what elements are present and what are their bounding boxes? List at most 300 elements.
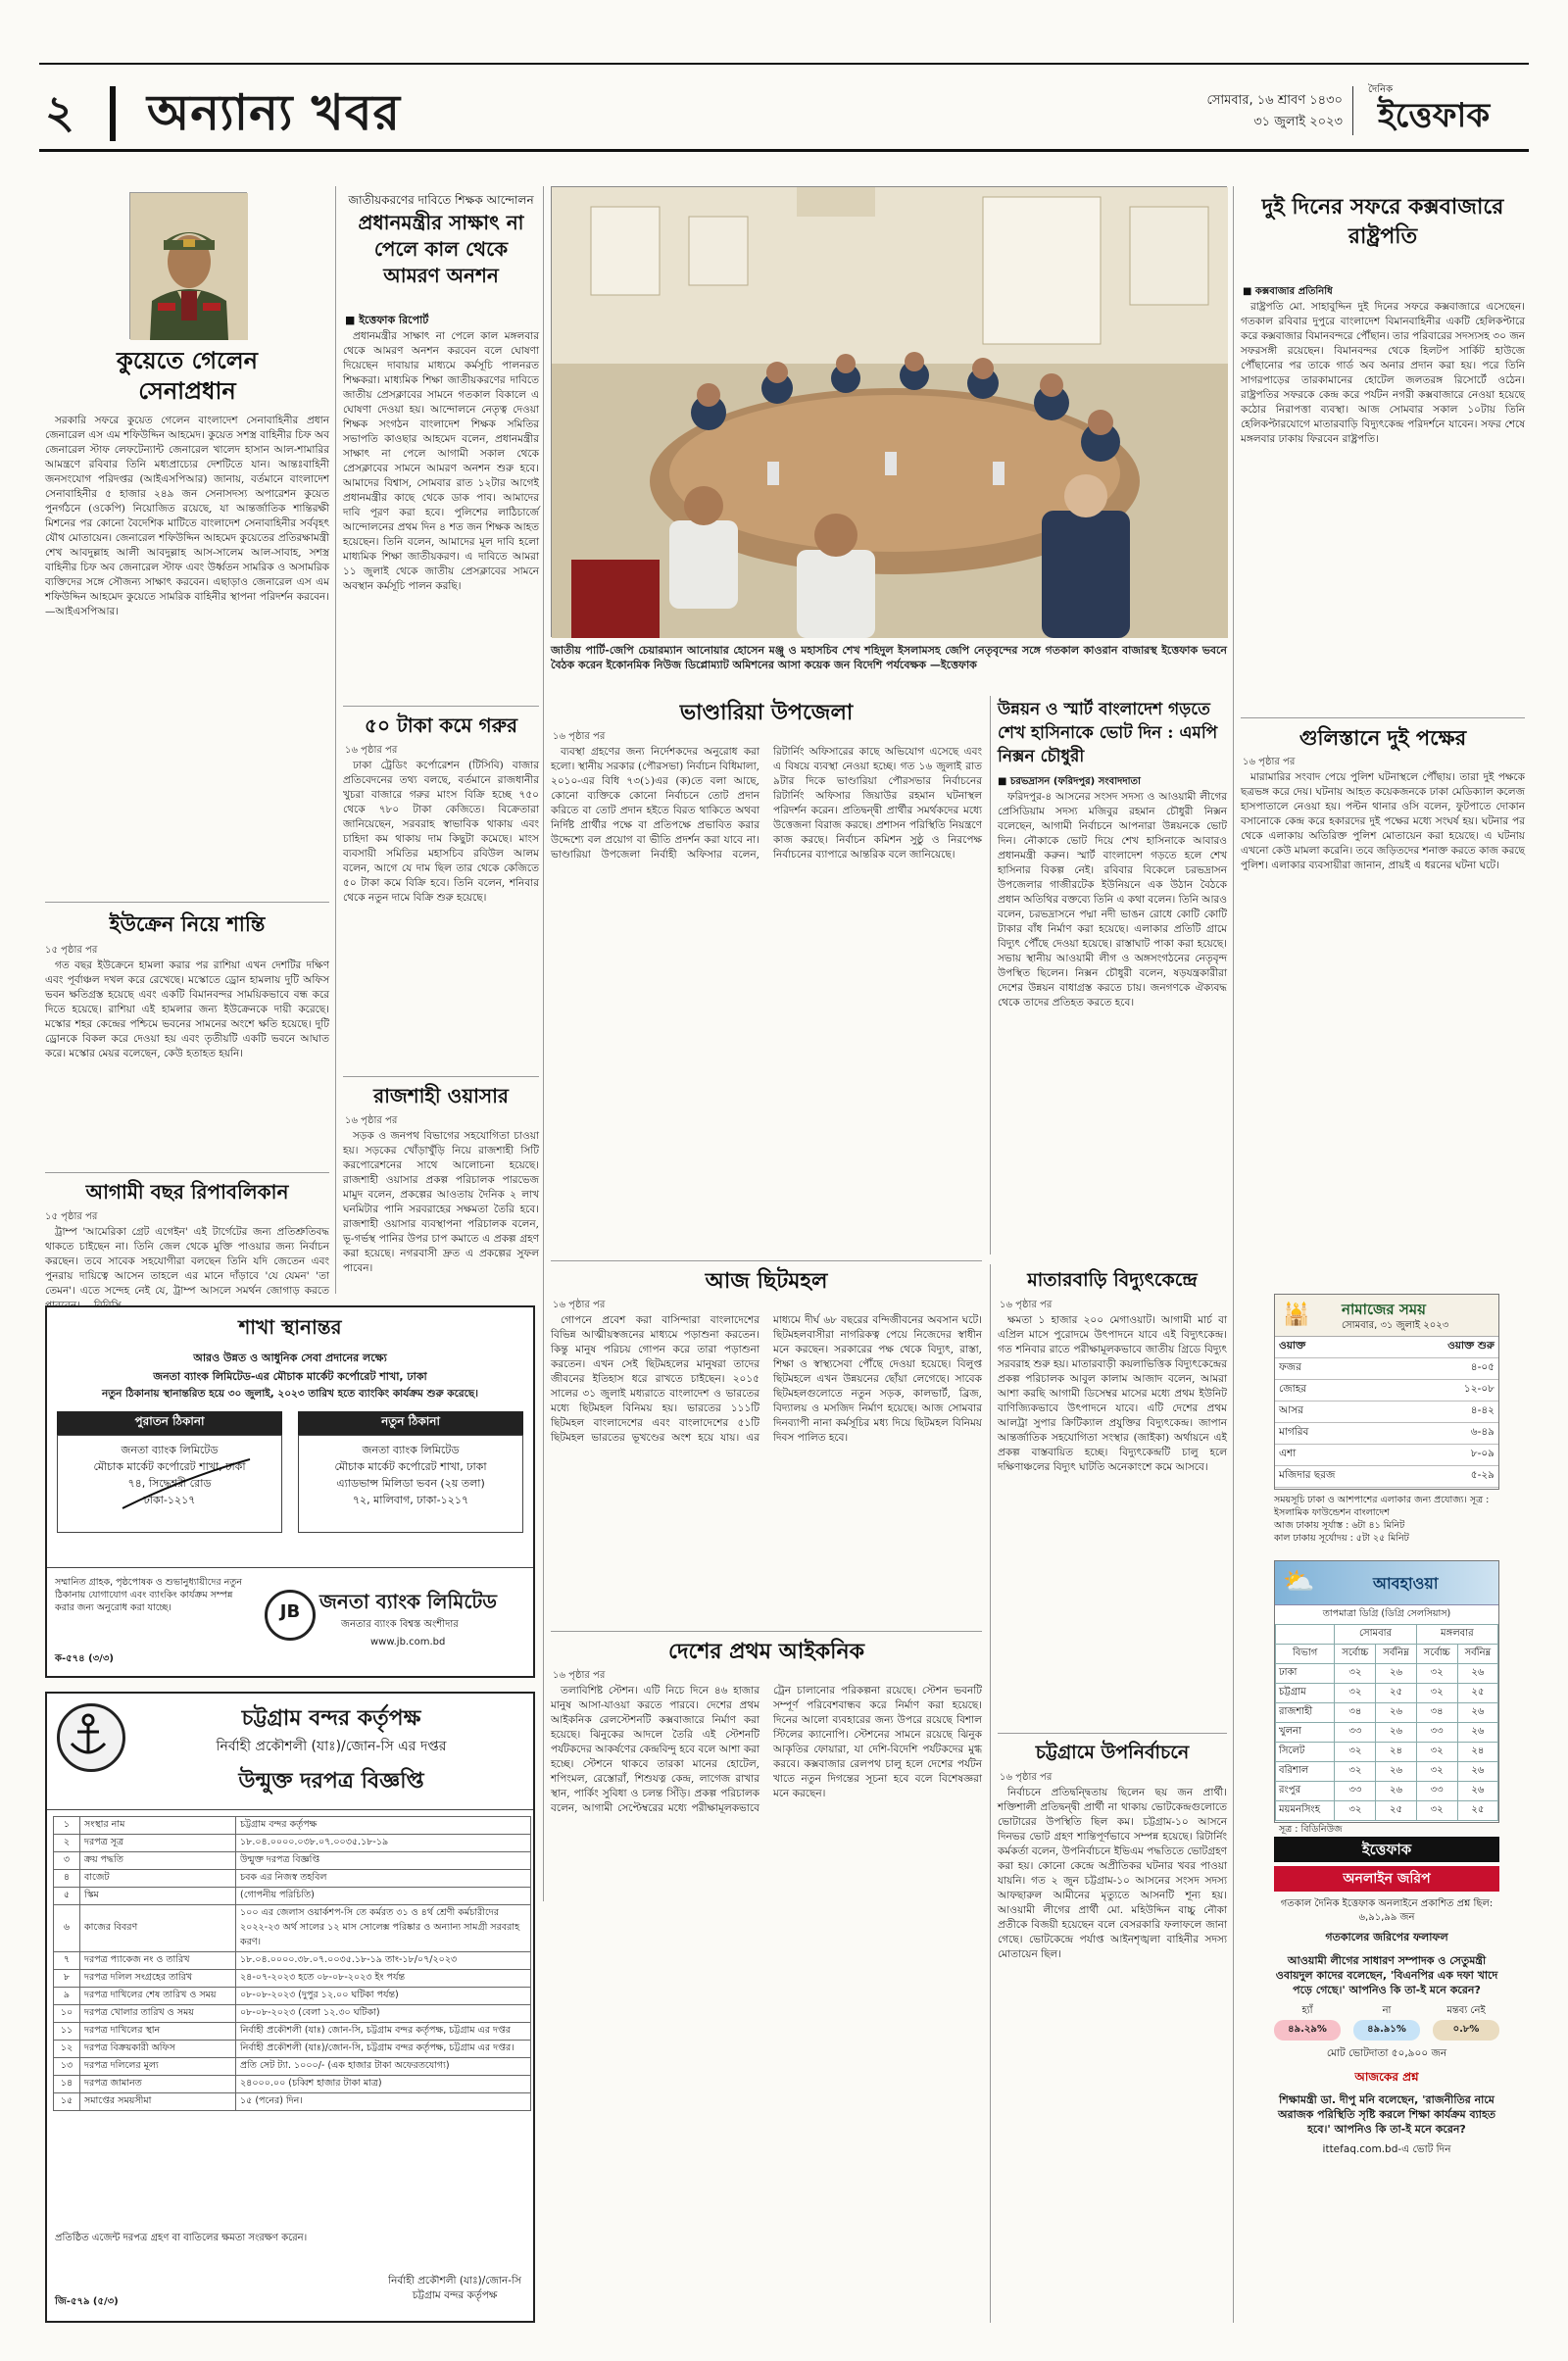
- strike-out-icon: [64, 1440, 275, 1524]
- port-row-value: (গোপনীয় পরিচিতি): [236, 1888, 531, 1905]
- port-row-num: ১০: [54, 2005, 80, 2023]
- republican-continued: ১৫ পৃষ্ঠার পর: [45, 1211, 98, 1222]
- port-row-num: ৪: [54, 1870, 80, 1888]
- namaz-date: সোমবার, ৩১ জুলাই ২০২৩: [1342, 1320, 1449, 1331]
- poll-logo: ইত্তেফাক: [1274, 1837, 1499, 1862]
- weather-row: [1276, 1684, 1498, 1703]
- cattle-rule: [343, 706, 539, 707]
- bank-old-addr-0: জনতা ব্যাংক লিমিটেড: [121, 1444, 219, 1456]
- gulistan-rule: [1241, 717, 1525, 718]
- weather-temp: ২৬: [1457, 1703, 1497, 1723]
- ukraine-body: [45, 959, 329, 1166]
- poll-question: আওয়ামী লীগের সাধারণ সম্পাদক ও সেতুমন্ত্রী ওবায়দুল কাদের বলেছেন, 'বিএনপির এক দফা খাদে পড়ে গেছে।' আপনিও কি তা-ই মনে করেন?: [1275, 1954, 1498, 1996]
- date-bengali: সোমবার, ১৬ শ্রাবণ ১৪৩০: [1206, 93, 1343, 108]
- paper-logo-name: ইত্তেফাক: [1378, 96, 1491, 135]
- gulistan-continued: ১৬ পৃষ্ঠার পর: [1243, 757, 1296, 767]
- iconic-body: [551, 1684, 982, 2321]
- port-row-value: ২৪-০৭-২০২৩ হতে ০৮-০৮-২০২৩ ইং পর্যন্ত: [236, 1970, 531, 1988]
- wasa-headline: রাজশাহী ওয়াসার: [373, 1084, 509, 1107]
- port-row-value: ০৮-০৮-২০২৩ (বেলা ১২.৩০ ঘটিকা): [236, 2005, 531, 2023]
- bhangaria-continued: ১৬ পৃষ্ঠার পর: [553, 731, 606, 742]
- port-row-value: চট্টগ্রাম বন্দর কর্তৃপক্ষ: [236, 1817, 531, 1835]
- weather-header-row: [1276, 1645, 1498, 1664]
- namaz-col-start: ওয়াক্ত শুরু: [1396, 1337, 1498, 1358]
- weather-h4: সর্বনিম্ন: [1457, 1645, 1497, 1664]
- bank-new-addr-0: জনতা ব্যাংক লিমিটেড: [362, 1444, 460, 1456]
- army-body-text: সরকারি সফরে কুয়েত গেলেন বাংলাদেশ সেনাবাহিনীর প্রধান জেনারেল এস এম শফিউদ্দিন আহমেদ। কুয়েত সশস্ত্র বাহিনীর চিফ অব জেনারেল স্টাফ লেফটেন্যান্ট জেনারেল খালেদ হাসান আল-শামারির আমন্ত্রণে রবিবার তিনি মধ্যপ্রাচ্যের দেশটিতে যান। আন্তঃবাহিনী জনসংযোগ পরিদপ্তর (আইএসপিআর) জানায়, বর্তমানে বাংলাদেশ সেনাবাহিনীর ৫ হাজার ২৪৯ জন সেনাসদস্য অপারেশন কুয়েত পুনর্গঠনে (ওকেপি) নিয়োজিত রয়েছে, যা আন্তর্জাতিক শান্তিরক্ষী মিশনের পর কোনো বৈদেশিক মাটিতে বাংলাদেশ সেনাবাহিনীর সর্ববৃহৎ যৌথ মোতায়েন। জেনারেল শফিউদ্দিন আহমেদ কুয়েতের প্রতিরক্ষামন্ত্রী শেখ আবদুল্লাহ আলী আবদুল্লাহ আস-সালেম আল-সাবাহ, সশস্ত্র বাহিনীর চিফ অব জেনারেল স্টাফ এবং উর্ধ্বতন সামরিক ও অসামরিক ব্যক্তিদের সঙ্গে সৌজন্য সাক্ষাৎ করবেন। এছাড়াও জেনারেল এস এম শফিউদ্দিন আহমেদ কুয়েতে সামরিক বাহিনীর স্থাপনা পরিদর্শন করবেন। —আইএসপিআর।: [45, 415, 329, 617]
- shitmahal-body: [551, 1313, 982, 1625]
- weather-group-tomorrow: মঙ্গলবার: [1416, 1625, 1497, 1645]
- matarbari-body: [998, 1313, 1227, 1725]
- col-rule-1: [335, 186, 336, 1294]
- port-row-num: ৭: [54, 1952, 80, 1970]
- date-line: [1098, 90, 1343, 133]
- col-rule-4: [1233, 186, 1234, 2323]
- weather-temp: ২৫: [1376, 1684, 1416, 1703]
- weather-temp: ২৬: [1376, 1782, 1416, 1801]
- photo-caption: [551, 643, 1227, 688]
- weather-row: [1276, 1743, 1498, 1762]
- port-org: চট্টগ্রাম বন্দর কর্তৃপক্ষ: [241, 1706, 421, 1731]
- army-body: [45, 414, 329, 896]
- bank-tagline: জনতার ব্যাংক বিশ্বস্ত অংশীদার: [341, 1619, 459, 1630]
- cloud-sun-icon: ⛅: [1283, 1567, 1315, 1597]
- port-footer: প্রতিষ্ঠিত এজেন্ট দরপত্র গ্রহণ বা বাতিলের ক্ষমতা সংরক্ষণ করেন।: [55, 2233, 308, 2243]
- port-row-num: ৯: [54, 1988, 80, 2005]
- weather-temp: ৩২: [1416, 1684, 1457, 1703]
- poll-vote-link[interactable]: ittefaq.com.bd-এ ভোট দিন: [1322, 2143, 1451, 2155]
- port-table-row: [54, 2093, 531, 2111]
- meeting-photo: [551, 186, 1227, 637]
- weather-temp: ৩৩: [1416, 1723, 1457, 1743]
- bank-old-addr-1: মৌচাক মার্কেট কর্পোরেট শাখা, ঢাকা: [93, 1460, 246, 1473]
- gulistan-body: [1241, 770, 1525, 1280]
- president-byline: ■ কক্সবাজার প্রতিনিধি: [1243, 286, 1333, 297]
- port-table: [53, 1816, 531, 2111]
- port-row-label: দরপত্র দাখিলের শেষ তারিখ ও সময়: [80, 1988, 236, 2005]
- port-row-value: ১৮.০৪.০০০০.৩৮.০৭.০০৩৫.১৮-১৯ তাং-১৮/০৭/২০২৩: [236, 1952, 531, 1970]
- namaz-box: [1274, 1294, 1499, 1490]
- bank-ad: [45, 1305, 535, 1678]
- weather-temp: ৩২: [1416, 1801, 1457, 1821]
- gulistan-body-text: মারামারির সংবাদ পেয়ে পুলিশ ঘটনাস্থলে পৌঁছায়। তারা দুই পক্ষকে ছত্রভঙ্গ করে দেয়। ঘটনায় আহত কয়েকজনকে ঢাকা মেডিক্যাল কলেজ হাসপাতালে নেওয়া হয়। পল্টন থানার ওসি বলেন, ফুটপাতে দোকান বসানোকে কেন্দ্র করে হকারদের দুই পক্ষের মধ্যে সংঘর্ষ হয়। ঘটনার পর থেকে এলাকায় অতিরিক্ত পুলিশ মোতায়েন করা হয়েছে। এ ঘটনায় এখনো কেউ মামলা করেনি। তবে জড়িতদের শনাক্ত করতে কাজ করছে পুলিশ। এলাকার ব্যবসায়ীরা জানান, প্রায়ই এ ধরনের ঘটনা ঘটে।: [1241, 771, 1525, 871]
- poll-votes: মোট ভোটদাতা ৫০,৯০০ জন: [1326, 2047, 1447, 2059]
- bank-ad-note: সম্মানিত গ্রাহক, পৃষ্ঠপোষক ও শুভানুধ্যায়ীদের নতুন ঠিকানায় যোগাযোগ এবং ব্যাংকিং কার্যক্রম সম্পন্ন করার জন্য অনুরোধ করা যাচ্ছে।: [55, 1577, 243, 1613]
- bank-old-address-box: [57, 1435, 282, 1533]
- weather-row: [1276, 1762, 1498, 1782]
- teachers-body: [343, 329, 539, 702]
- weather-temp: ৩২: [1335, 1664, 1376, 1684]
- port-row-value: ১৫ (পনের) দিন।: [236, 2093, 531, 2111]
- port-table-row: [54, 1817, 531, 1835]
- weather-title: আবহাওয়া: [1373, 1574, 1439, 1593]
- bank-ad-line3: নতুন ঠিকানায় স্থানান্তরিত হয়ে ৩০ জুলাই, ২০২৩ তারিখ হতে ব্যাংকিং কার্যক্রম শুরু করেছে।: [102, 1388, 478, 1400]
- port-row-label: দরপত্র দলিলের মূল্য: [80, 2058, 236, 2076]
- poll-box: [1274, 1837, 1499, 2323]
- weather-temp: ২৬: [1457, 1723, 1497, 1743]
- port-ad-header: [47, 1694, 533, 1810]
- weather-temp: ২৫: [1376, 1801, 1416, 1821]
- ukraine-continued: ১৫ পৃষ্ঠার পর: [45, 945, 98, 956]
- poll-results: [1274, 2003, 1499, 2041]
- weather-temp: ৩২: [1335, 1762, 1376, 1782]
- weather-temp: ২৬: [1457, 1762, 1497, 1782]
- bank-old-addr-2: ৭৪, সিদ্ধেশ্বরী রোড: [127, 1477, 212, 1490]
- ukraine-body-text: গত বছর ইউক্রেনে হামলা করার পর রাশিয়া এখন দেশটির দক্ষিণ এবং পূর্বাঞ্চল দখল করে রেখেছে। মস্কোতে ড্রোন হামলায় দুটি অফিস ভবন ক্ষতিগ্রস্ত হয়েছে এবং একটি বিমানবন্দর সাময়িকভাবে বন্ধ করে দিতে হয়েছে। রাশিয়া এই হামলার জন্য ইউক্রেনকে দায়ী করেছে। মস্কোর শহর কেন্দ্রের পশ্চিমে ভবনের সামনের অংশে ক্ষতি হয়েছে। দুটি ড্রোনকে বিকল করে দেওয়া হয় এবং তৃতীয়টি একটি ভবনে আঘাত করে। মস্কোর মেয়র বলেছেন, কেউ হতাহত হয়নি।: [45, 959, 329, 1059]
- namaz-waqt: মাগরিব: [1275, 1423, 1396, 1445]
- nixon-rule: [990, 696, 991, 1254]
- port-row-value: ১০০ এর জেলাস ওয়ার্কশপ-সি তে কর্মরত ৩১ ও ৪র্থ শ্রেণী কর্মচারীদের ২০২২-২৩ অর্থ সালের ১২ মাস সোলেক্স পরিষ্কার ও অন্যান্য সামগ্রী সরবরাহ করণ।: [236, 1905, 531, 1952]
- section-title: অন্যান্য খবর: [147, 84, 402, 141]
- poll-none-value: ০.৮%: [1433, 2020, 1499, 2041]
- weather-temp: ৩৩: [1335, 1723, 1376, 1743]
- port-row-num: ১৩: [54, 2058, 80, 2076]
- weather-division: ময়মনসিংহ: [1276, 1801, 1335, 1821]
- weather-temp: ৩৪: [1335, 1703, 1376, 1723]
- namaz-row: [1275, 1423, 1498, 1445]
- port-ref: জি-৫৭৯ (৫/৩): [55, 2296, 119, 2307]
- poll-today: আজকের প্রশ্ন: [1354, 2070, 1419, 2084]
- bhangaria-headline: ভাণ্ডারিয়া উপজেলা: [679, 700, 854, 725]
- bhangaria-body: [551, 745, 982, 1251]
- namaz-title: নামাজের সময়: [1342, 1301, 1426, 1318]
- iconic-headline: দেশের প্রথম আইকনিক: [668, 1639, 864, 1664]
- port-row-value: নির্বাহী প্রকৌশলী (যাঃ) জোন-সি, চট্টগ্রাম বন্দর কর্তৃপক্ষ, চট্টগ্রাম এর দপ্তর: [236, 2023, 531, 2041]
- namaz-waqt: এশা: [1275, 1445, 1396, 1466]
- namaz-notes: [1274, 1494, 1499, 1545]
- masthead-vsep: [1352, 86, 1353, 135]
- weather-row: [1276, 1801, 1498, 1821]
- wasa-rule: [343, 1076, 539, 1077]
- bank-site[interactable]: www.jb.com.bd: [370, 1637, 446, 1648]
- poll-title[interactable]: [1274, 1866, 1499, 1892]
- namaz-time: ৮-০৯: [1396, 1445, 1498, 1466]
- namaz-time: ৪-৪২: [1396, 1402, 1498, 1423]
- poll-no-value: ৪৯.৯১%: [1353, 2020, 1420, 2041]
- paper-logo: [1364, 80, 1531, 139]
- weather-row: [1276, 1703, 1498, 1723]
- weather-row: [1276, 1723, 1498, 1743]
- col-rule-2: [543, 186, 544, 1901]
- matarbari-continued: ১৬ পৃষ্ঠার পর: [1000, 1300, 1053, 1310]
- namaz-time: ৬-৪৯: [1396, 1423, 1498, 1445]
- wasa-body-text: সড়ক ও জনপথ বিভাগের সহযোগিতা চাওয়া হয়। সড়কের খোঁড়াখুঁড়ি নিয়ে রাজশাহী সিটি করপোরেশনের সাথে আলোচনা হয়েছে। রাজশাহী ওয়াসার প্রকল্প পরিচালক পারভেজ মামুদ বলেন, প্রকল্পের আওতায় দৈনিক ২ লাখ ঘনমিটার পানি সরবরাহের সক্ষমতা তৈরি হবে। রাজশাহী ওয়াসার ব্যবস্থাপনা পরিচালক বলেন, ভূ-গর্ভস্থ পানির উপর চাপ কমাতে এ প্রকল্প গ্রহণ করা হয়েছে। নগরবাসী দ্রুত এ প্রকল্পের সুফল পাবেন।: [343, 1130, 539, 1274]
- port-signer: [388, 2274, 521, 2303]
- port-row-value: ১৮.০৪.০০০০.০৩৮.০৭.০০৩৫.১৮-১৯: [236, 1835, 531, 1852]
- meeting-photo-image: [552, 187, 1228, 638]
- army-chief-portrait: [130, 193, 248, 340]
- army-headline-line2: সেনাপ্রধান: [138, 376, 236, 405]
- weather-temp: ২৬: [1376, 1703, 1416, 1723]
- namaz-table-header: [1275, 1337, 1498, 1358]
- weather-h2: সর্বনিম্ন: [1376, 1645, 1416, 1664]
- bank-ad-title: শাখা স্থানান্তর: [238, 1315, 342, 1339]
- port-row-label: স্কিম: [80, 1888, 236, 1905]
- matarbari-body-text: ক্ষমতা ১ হাজার ২০০ মেগাওয়াট। আগামী মার্চ বা এপ্রিল মাসে পুরোদমে উৎপাদনে যাবে এই বিদ্যুৎকেন্দ্র। গত শনিবার রাতে পরীক্ষামূলকভাবে জাতীয় গ্রিডে বিদ্যুৎ সরবরাহ শুরু হয়। মাতারবাড়ী কয়লাভিত্তিক বিদ্যুৎকেন্দ্রের প্রকল্প পরিচালক আবুল কালাম আজাদ বলেন, আমরা আশা করছি আগামী ডিসেম্বর মাসের মধ্যে প্রথম ইউনিট বাণিজ্যিকভাবে উৎপাদনে যাবে। এটি দেশের প্রথম আলট্রা সুপার ক্রিটিক্যাল প্রযুক্তির বিদ্যুৎকেন্দ্র। জাপান আন্তর্জাতিক সহযোগিতা সংস্থার (জাইকা) অর্থায়নে এই প্রকল্প বাস্তবায়িত হচ্ছে। বিদ্যুৎকেন্দ্রটি চালু হলে দক্ষিণাঞ্চলের বিদ্যুৎ ঘাটতি অনেকাংশে কমে আসবে।: [998, 1314, 1227, 1473]
- anchor-icon: [60, 1706, 117, 1763]
- port-row-value: প্রতি সেট ট্যা. ১০০০/- (এক হাজার টাকা অফেরতযোগ্য): [236, 2058, 531, 2076]
- cattle-headline: ৫০ টাকা কমে গরুর: [365, 713, 517, 737]
- weather-h3: সর্বোচ্চ: [1416, 1645, 1457, 1664]
- weather-temp: ২৬: [1376, 1723, 1416, 1743]
- weather-division: চট্টগ্রাম: [1276, 1684, 1335, 1703]
- ctg-body-text: নির্বাচনে প্রতিদ্বন্দ্বিতায় ছিলেন ছয় জন প্রার্থী। শক্তিশালী প্রতিদ্বন্দ্বী প্রার্থী না থাকায় ভোটকেন্দ্রগুলোতে ভোটারের উপস্থিতি ছিল কম। চট্টগ্রাম-১০ আসনে দিনভর ভোট গ্রহণ শান্তিপূর্ণভাবে সম্পন্ন হয়েছে। রিটার্নিং কর্মকর্তা বলেন, উপনির্বাচনে ইভিএম পদ্ধতিতে ভোটগ্রহণ করা হয়। কোনো কেন্দ্রে অপ্রীতিকর ঘটনার খবর পাওয়া যায়নি। গত ২ জুন চট্টগ্রাম-১০ আসনের সংসদ সদস্য আফছারুল আমীনের মৃত্যুতে আসনটি শূন্য হয়। আওয়ামী লীগের প্রার্থী মো. মহিউদ্দিন বাচ্চু নৌকা প্রতীকে বিজয়ী হয়েছেন বলে বেসরকারি ফলাফলে জানা গেছে। ভোটকেন্দ্রে পর্যাপ্ত আইনশৃঙ্খলা বাহিনীর সদস্য মোতায়েন ছিল।: [998, 1787, 1227, 1960]
- port-table-row: [54, 1888, 531, 1905]
- port-row-num: ১: [54, 1817, 80, 1835]
- bank-new-address-box: [298, 1435, 523, 1533]
- poll-question-today: শিক্ষামন্ত্রী ডা. দীপু মনি বলেছেন, 'রাজনীতির নামে অরাজক পরিস্থিতি সৃষ্টি করলে শিক্ষা কার্যক্রম ব্যাহত হবে।' আপনিও কি তা-ই মনে করেন?: [1278, 2093, 1495, 2136]
- namaz-row: [1275, 1466, 1498, 1488]
- weather-temp: ৩২: [1416, 1762, 1457, 1782]
- bank-logo: JB: [265, 1590, 316, 1641]
- nixon-byline: ■ চরভদ্রাসন (ফরিদপুর) সংবাদদাতা: [998, 776, 1141, 787]
- president-body-text: রাষ্ট্রপতি মো. সাহাবুদ্দিন দুই দিনের সফরে কক্সবাজারে এসেছেন। গতকাল রবিবার দুপুরে বাংলাদেশ বিমানবাহিনীর একটি হেলিকপ্টারে করে কক্সবাজার বিমানবন্দরে পৌঁছান। তার পরিবারের সদস্যসহ ৩০ জন সফরসঙ্গী রয়েছেন। বিমানবন্দর থেকে হিলটপ সার্কিট হাউজে পৌঁছানোর পর তাকে গার্ড অব অনার প্রদান করা হয়। পরে তিনি সাগরপাড়ের তারকামানের হোটেল জলতরঙ্গ রিসোর্টে ওঠেন। রাষ্ট্রপতির সফরকে কেন্দ্র করে পর্যটন নগরী কক্সবাজারে নেওয়া হয়েছে কঠোর নিরাপত্তা ব্যবস্থা। আজ সোমবার সকাল ১০টায় তিনি হেলিকপ্টারযোগে মাতারবাড়ি বিদ্যুৎকেন্দ্র পরিদর্শনে যাবেন। সফর শেষে মঙ্গলবার ঢাকায় ফিরবেন রাষ্ট্রপতি।: [1241, 301, 1525, 445]
- mosque-icon: 🕌: [1283, 1303, 1310, 1327]
- col-rule-3: [990, 1264, 991, 2323]
- wasa-continued: ১৬ পৃষ্ঠার পর: [345, 1115, 398, 1126]
- teachers-byline: ■ ইত্তেফাক রিপোর্ট: [345, 314, 429, 326]
- ukraine-headline: ইউক্রেন নিয়ে শান্তি: [109, 911, 266, 936]
- bank-new-address: [298, 1411, 523, 1533]
- army-headline: [45, 345, 329, 406]
- namaz-waqt: আসর: [1275, 1402, 1396, 1423]
- photo-caption-text: জাতীয় পার্টি-জেপি চেয়ারম্যান আনোয়ার হোসেন মঞ্জু ও মহাসচিব শেখ শহিদুল ইসলামসহ জেপি নেতৃবৃন্দের সঙ্গে গতকাল কাওরান বাজারস্থ ইত্তেফাক ভবনে বৈঠক করেন ইকোনমিক নিউজ ডিপ্লোম্যাট অমিশনের আসা কয়েক জন বিদেশি পর্যবেক্ষক: [551, 644, 1227, 671]
- paper-logo-small: দৈনিক: [1368, 84, 1394, 95]
- port-table-row: [54, 1905, 531, 1952]
- shitmahal-headline: আজ ছিটমহল: [705, 1268, 828, 1294]
- army-headline-line1: কুয়েতে গেলেন: [117, 346, 258, 374]
- port-title: উন্মুক্ত দরপত্র বিজ্ঞপ্তি: [238, 1769, 424, 1794]
- weather-temp: ৩৩: [1416, 1782, 1457, 1801]
- namaz-time: ৪-০৫: [1396, 1358, 1498, 1380]
- port-row-value: ২৪০০০.০০ (চব্বিশ হাজার টাকা মাত্র): [236, 2076, 531, 2093]
- port-row-label: ক্রয় পদ্ধতি: [80, 1852, 236, 1870]
- weather-temp: ২৫: [1457, 1801, 1497, 1821]
- weather-temp: ২৬: [1376, 1664, 1416, 1684]
- page-number: ২: [45, 85, 74, 138]
- namaz-row: [1275, 1358, 1498, 1380]
- shitmahal-continued: ১৬ পৃষ্ঠার পর: [553, 1300, 606, 1310]
- port-row-label: কাজের বিবরণ: [80, 1905, 236, 1952]
- port-table-row: [54, 2076, 531, 2093]
- namaz-note: সময়সূচি ঢাকা ও আশপাশের এলাকার জন্য প্রযোজ্য। সূত্র : ইসলামিক ফাউন্ডেশন বাংলাদেশ: [1274, 1495, 1490, 1518]
- nixon-body: [998, 790, 1227, 1258]
- teachers-kicker: জাতীয়করণের দাবিতে শিক্ষক আন্দোলন: [348, 193, 534, 207]
- port-row-num: ১৫: [54, 2093, 80, 2111]
- nixon-body-text: ফরিদপুর-৪ আসনের সংসদ সদস্য ও আওয়ামী লীগের প্রেসিডিয়াম সদস্য মজিবুর রহমান চৌধুরী নিক্সন বলেছেন, আগামী নির্বাচনে আপনারা উন্নয়নকে ভোট দিন। নৌকাকে ভোট দিয়ে শেখ হাসিনাকে আবারও প্রধানমন্ত্রী করুন। স্মার্ট বাংলাদেশ গড়তে হলে শেখ হাসিনার বিকল্প নেই। রবিবার বিকেলে চরভদ্রাসন উপজেলার গাজীরটেক ইউনিয়নে এক উঠান বৈঠকে প্রধান অতিথির বক্তব্যে তিনি এ কথা বলেন। তিনি আরও বলেন, চরভদ্রাসনে পদ্মা নদী ভাঙন রোধে কোটি কোটি টাকার বাঁধ নির্মাণ করা হয়েছে। এলাকার প্রতিটি গ্রামে বিদ্যুৎ পৌঁছে দেওয়া হয়েছে। রাস্তাঘাট পাকা করা হয়েছে। সভায় স্থানীয় আওয়ামী লীগ ও অঙ্গসংগঠনের নেতৃবৃন্দ উপস্থিত ছিলেন। নিক্সন চৌধুরী বলেন, ষড়যন্ত্রকারীরা দেশের উন্নয়ন বাধাগ্রস্ত করতে চায়। জনগণকে ঐক্যবদ্ধ থেকে তাদের প্রতিহত করতে হবে।: [998, 791, 1227, 1008]
- poll-intro: গতকাল দৈনিক ইত্তেফাক অনলাইনে প্রকাশিত প্রশ্ন ছিল: ৬,৯১,৯৯ জন: [1280, 1898, 1494, 1923]
- port-signer-1: নির্বাহী প্রকৌশলী (যাঃ)/জোন-সি: [388, 2275, 521, 2287]
- teachers-body-text: প্রধানমন্ত্রীর সাক্ষাৎ না পেলে কাল মঙ্গলবার থেকে আমরণ অনশন করবেন বলে ঘোষণা দিয়েছেন দাবায়ার মাধ্যমে কর্মসূচি পালনরত শিক্ষকরা। মাধ্যমিক শিক্ষা জাতীয়করণের দাবিতে জাতীয় প্রেসক্লাবের সামনে গতকাল বিকালে এ ঘোষণা দেওয়া হয়। আন্দোলনে নেতৃত্ব দেওয়া শিক্ষক সংগঠন বাংলাদেশ শিক্ষক সমিতির সভাপতি কাওছার আহমেদ বলেন, প্রধানমন্ত্রীর সাক্ষাৎ না পেলে আগামী সকাল থেকে প্রেসক্লাবের সামনে আমরণ অনশন শুরু হবে। আমাদের বিশ্বাস, সোমবার রাত ১২টার আগেই প্রধানমন্ত্রীর কাছে থেকে ডাক পাব। আমাদের দাবি পূরণ করা হবে। পুলিশের লাঠিচার্জে আন্দোলনের প্রথম দিন ৪ শত জন শিক্ষক আহত হয়েছেন। তিনি বলেন, আমাদের মূল দাবি হলো মাধ্যমিক শিক্ষা জাতীয়করণ। এ দাবিতে আমরা ১১ জুলাই থেকে জাতীয় প্রেসক্লাবের সামনে অবস্থান কর্মসূচি পালন করছি।: [343, 330, 539, 592]
- cattle-continued: ১৬ পৃষ্ঠার পর: [345, 745, 398, 756]
- port-row-value: উন্মুক্ত দরপত্র বিজ্ঞপ্তি: [236, 1852, 531, 1870]
- bank-ad-footer: [47, 1567, 533, 1676]
- port-table-row: [54, 2058, 531, 2076]
- port-row-label: দরপত্র জামানত: [80, 2076, 236, 2093]
- port-row-value: ০৮-০৮-২০২৩ (দুপুর ১২.০০ ঘটিকা পর্যন্ত): [236, 1988, 531, 2005]
- army-rule: [45, 902, 329, 903]
- port-row-label: সমাপ্তের সময়সীমা: [80, 2093, 236, 2111]
- poll-title-text: অনলাইন জরিপ: [1343, 1871, 1431, 1887]
- weather-group-blank: [1276, 1625, 1335, 1645]
- weather-division: রাজশাহী: [1276, 1703, 1335, 1723]
- bank-new-addr-3: ৭২, মালিবাগ, ঢাকা-১২১৭: [352, 1494, 469, 1506]
- port-table-row: [54, 2023, 531, 2041]
- namaz-time: ১২-০৮: [1396, 1380, 1498, 1402]
- port-table-row: [54, 2005, 531, 2023]
- ctg-rule: [998, 1733, 1227, 1734]
- nixon-headline: উন্নয়ন ও স্মার্ট বাংলাদেশ গড়তে শেখ হাসিনাকে ভোট দিন : এমপি নিক্সন চৌধুরী: [998, 700, 1218, 766]
- port-table-row: [54, 1970, 531, 1988]
- port-row-value: নির্বাহী প্রকৌশলী (যাঃ)/জোন-সি, চট্টগ্রাম বন্দর কর্তৃপক্ষ, চট্টগ্রাম এর দপ্তর।: [236, 2041, 531, 2058]
- namaz-waqt: জোহর: [1275, 1380, 1396, 1402]
- teachers-headline: প্রধানমন্ত্রীর সাক্ষাৎ না পেলে কাল থেকে আমরণ অনশন: [358, 211, 524, 287]
- weather-group-row: [1276, 1625, 1498, 1645]
- port-row-label: দরপত্র বিক্রয়কারী অফিস: [80, 2041, 236, 2058]
- namaz-waqt: ফজর: [1275, 1358, 1396, 1380]
- sunset-time: আজ ঢাকায় সূর্যাস্ত : ৬টা ৪১ মিনিট: [1274, 1520, 1405, 1531]
- army-chief-photo: [129, 192, 247, 339]
- weather-row: [1276, 1782, 1498, 1801]
- iconic-continued: ১৬ পৃষ্ঠার পর: [553, 1670, 606, 1681]
- port-row-label: দরপত্র প্যাকেজ নং ও তারিখ: [80, 1952, 236, 1970]
- masthead-bottom-rule: [39, 149, 1529, 152]
- masthead-divider: [110, 86, 116, 141]
- port-row-label: দরপত্র খোলার তারিখ ও সময়: [80, 2005, 236, 2023]
- namaz-row: [1275, 1402, 1498, 1423]
- weather-division: খুলনা: [1276, 1723, 1335, 1743]
- bank-ad-line2: জনতা ব্যাংক লিমিটেড-এর মৌচাক মার্কেট কর্পোরেট শাখা, ঢাকা: [153, 1370, 427, 1383]
- republican-body: [45, 1225, 329, 1297]
- poll-no: [1353, 2003, 1420, 2041]
- bank-addresses: [47, 1403, 533, 1533]
- port-office: নির্বাহী প্রকৌশলী (যাঃ)/জোন-সি এর দপ্তর: [216, 1739, 447, 1754]
- namaz-row: [1275, 1445, 1498, 1466]
- weather-division: রংপুর: [1276, 1782, 1335, 1801]
- weather-temp: ৩২: [1416, 1664, 1457, 1684]
- poll-yes: [1274, 2003, 1341, 2041]
- matarbari-headline: মাতারবাড়ি বিদ্যুৎকেন্দ্রে: [1027, 1269, 1198, 1291]
- weather-h1: সর্বোচ্চ: [1335, 1645, 1376, 1664]
- weather-temp: ৩২: [1335, 1743, 1376, 1762]
- namaz-header: [1275, 1295, 1498, 1337]
- weather-temp: ৩২: [1335, 1684, 1376, 1703]
- shitmahal-body-text: গোপনে প্রবেশ করা বাসিন্দারা বাংলাদেশের বিভিন্ন আত্মীয়স্বজনের মাধ্যমে পড়াশুনা করতেন। কিন্তু মানুষ পরিচয় গোপন করে তারা পড়াশুনা করতেন। এখন সেই ছিটমহলের মানুষরা তাদের জীবনের ইতিহাস ধরে রাখতে চাইছেন। ২০১৫ সালের ৩১ জুলাই মধ্যরাতে বাংলাদেশ ও ভারতের মধ্যে ছিটমহল বিনিময় হয়। ভারতের ১১১টি ছিটমহল বাংলাদেশের এবং বাংলাদেশের ৫১টি ছিটমহল ভারতের ভূখণ্ডের অংশ হয়ে যায়। এর মাধ্যমে দীর্ঘ ৬৮ বছরের বন্দিজীবনের অবসান ঘটে। ছিটমহলবাসীরা নাগরিকত্ব পেয়ে নিজেদের স্বাধীন মনে করছেন। সরকারের পক্ষ থেকে বিদ্যুৎ, রাস্তা, শিক্ষা ও স্বাস্থ্যসেবা পৌঁছে দেওয়া হয়েছে। বিলুপ্ত ছিটমহলে এখন উন্নয়নের ছোঁয়া লেগেছে। সাবেক ছিটমহলগুলোতে নতুন সড়ক, কালভার্ট, ব্রিজ, বিদ্যালয় ও মসজিদ নির্মাণ হয়েছে। আজ সোমবার দিনব্যাপী নানা কর্মসূচির মধ্য দিয়ে ছিটমহল বিনিময় দিবস পালিত হবে।: [551, 1314, 982, 1444]
- port-table-row: [54, 1870, 531, 1888]
- weather-source: সূত্র : বিডিনিউজ: [1279, 1824, 1343, 1835]
- bank-new-addr-1: মৌচাক মার্কেট কর্পোরেট শাখা, ঢাকা: [334, 1460, 487, 1473]
- port-row-num: ১৪: [54, 2076, 80, 2093]
- port-table-row: [54, 1852, 531, 1870]
- weather-temp: ৩২: [1416, 1743, 1457, 1762]
- bhangaria-body-text: ব্যবস্থা গ্রহণের জন্য নির্দেশকদের অনুরোধ করা হলো। স্থানীয় সরকার (পৌরসভা) নির্বাচন বিধিমালা, ২০১০-এর বিধি ৭৩(১)এর (ক)তে বলা আছে, কোনো ব্যক্তিকে কোনো নির্বাচনে তোট প্রদান করিতে বা তোট প্রদান হইতে বিরত থাকিতে অথবা নির্দিষ্ট প্রার্থীর পক্ষে বা প্রতিপক্ষে প্রভাবিত করার উদ্দেশ্যে বল প্রয়োগ বা ভীতি প্রদর্শন করা যাবে না। ভাণ্ডারিয়া উপজেলা নির্বাহী অফিসার বলেন, রিটার্নিং অফিসারের কাছে অভিযোগ এসেছে এবং এ বিষয়ে ব্যবস্থা নেওয়া হচ্ছে। গত ১৬ জুলাই রাত ৯টার দিকে ভাণ্ডারিয়া পৌরসভার নির্বাচনের রিটার্নিং অফিসার জিয়াউর রহমান ঘটনাস্থল পরিদর্শন করেন। প্রতিদ্বন্দ্বী প্রার্থীর সমর্থকদের মধ্যে উত্তেজনা বিরাজ করছে। প্রশাসন পরিস্থিতি নিয়ন্ত্রণে কাজ করছে। নির্বাচন কমিশন সুষ্ঠু ও নিরপেক্ষ নির্বাচনের ব্যাপারে আন্তরিক বলে জানিয়েছে।: [551, 746, 982, 861]
- weather-temp: ২৬: [1457, 1782, 1497, 1801]
- weather-temp: ২৬: [1376, 1762, 1416, 1782]
- gulistan-headline: গুলিস্তানে দুই পক্ষের: [1298, 725, 1467, 750]
- bank-new-label: নতুন ঠিকানা: [298, 1411, 523, 1435]
- weather-temp: ২৪: [1376, 1743, 1416, 1762]
- weather-row: [1276, 1664, 1498, 1684]
- port-row-num: ৮: [54, 1970, 80, 1988]
- bank-old-address: [57, 1411, 282, 1533]
- weather-temp: ২৪: [1457, 1743, 1497, 1762]
- poll-none-label: মন্তব্য নেই: [1446, 2005, 1486, 2016]
- president-headline: দুই দিনের সফরে কক্সবাজারে রাষ্ট্রপতি: [1261, 194, 1504, 249]
- republican-headline: আগামী বছর রিপাবলিকান: [85, 1180, 289, 1204]
- bank-old-addr-3: ঢাকা-১২১৭: [143, 1494, 196, 1506]
- date-english: ৩১ জুলাই ২০২৩: [1253, 115, 1343, 129]
- port-ad: [45, 1692, 535, 2323]
- cattle-body-text: ঢাকা ট্রেডিং কর্পোরেশন (টিসিবি) বাজার প্রতিবেদনের তথ্য বলছে, বর্তমানে রাজধানীর খুচরা বাজারে গরুর মাংস বিক্রি হচ্ছে ৭৫০ থেকে ৭৮০ টাকা কেজিতে। বিক্রেতারা জানিয়েছেন, সরবরাহ স্বাভাবিক থাকায় এবং চাহিদা কম থাকায় দাম কিছুটা কমেছে। মাংস ব্যবসায়ী সমিতির মহাসচিব রবিউল আলম বলেন, আগে যে দাম ছিল তার থেকে কেজিতে ৫০ টাকা কমে বিক্রি হবে। তিনি বলেন, শনিবার থেকে নতুন দামে বিক্রি শুরু হয়েছে।: [343, 760, 539, 904]
- poll-yes-value: ৪৯.২৯%: [1274, 2020, 1341, 2041]
- weather-header: [1275, 1561, 1498, 1605]
- port-table-row: [54, 1835, 531, 1852]
- bank-ad-ref: ক-৫৭৪ (৩/৩): [55, 1653, 114, 1664]
- namaz-waqt: মজিদার ছরজ: [1275, 1466, 1396, 1488]
- port-row-num: ৫: [54, 1888, 80, 1905]
- weather-table: [1275, 1624, 1498, 1821]
- bank-new-addr-2: এ্যাডভান্স মিলিডা ভবন (২য় তলা): [336, 1477, 485, 1490]
- weather-subtitle: তাপমাত্রা ডিগ্রি (ডিগ্রি সেলসিয়াস): [1322, 1608, 1451, 1619]
- port-row-label: দরপত্র সূত্র: [80, 1835, 236, 1852]
- cattle-body: [343, 759, 539, 1070]
- port-row-num: ১১: [54, 2023, 80, 2041]
- weather-temp: ৩৩: [1335, 1782, 1376, 1801]
- weather-temp: ২৫: [1457, 1684, 1497, 1703]
- namaz-table: [1275, 1337, 1498, 1488]
- republican-body-text: ট্রাম্প 'আমেরিকা গ্রেট এগেইন' এই টার্গেটের জন্য প্রতিশ্রুতিবদ্ধ থাকতে চাইছেন না। তিনি জেল থেকে মুক্তি পাওয়ার জন্য নির্বাচন করছেন। তবে সাবেক সহযোগীরা বলছেন তিনি যদি জেতেন এবং পুনরায় দায়িত্বে আসেন তাহলে এর মানে দাঁড়াবে 'যে যেমন' 'তা তেমন'। এতে সন্দেহ নেই যে, ট্রাম্প আসলে সমর্থন জোগাড় করতে: [45, 1226, 329, 1297]
- port-row-label: বাজেট: [80, 1870, 236, 1888]
- weather-h0: বিভাগ: [1276, 1645, 1335, 1664]
- weather-group-today: সোমবার: [1335, 1625, 1416, 1645]
- namaz-row: [1275, 1380, 1498, 1402]
- president-body: [1241, 300, 1525, 712]
- shitmahal-rule: [551, 1260, 982, 1261]
- poll-result-title: গতকালের জরিপের ফলাফল: [1325, 1931, 1448, 1943]
- weather-division: ঢাকা: [1276, 1664, 1335, 1684]
- republican-rule: [45, 1172, 329, 1173]
- sunrise-time: কাল ঢাকায় সূর্যোদয় : ৫টা ২৫ মিনিট: [1274, 1533, 1409, 1544]
- weather-temp: ২৬: [1457, 1664, 1497, 1684]
- port-row-value: চবক এর নিজস্ব তহবিল: [236, 1870, 531, 1888]
- iconic-rule: [551, 1631, 982, 1632]
- port-row-num: ৬: [54, 1905, 80, 1952]
- port-table-row: [54, 2041, 531, 2058]
- ctg-body: [998, 1786, 1227, 2321]
- photo-credit: —ইত্তেফাক: [929, 659, 977, 671]
- ctg-headline: চট্টগ্রামে উপনির্বাচনে: [1035, 1742, 1190, 1763]
- weather-division: সিলেট: [1276, 1743, 1335, 1762]
- ctg-continued: ১৬ পৃষ্ঠার পর: [1000, 1772, 1053, 1783]
- poll-yes-label: হ্যাঁ: [1301, 2005, 1313, 2016]
- iconic-body-text: তলাবিশিষ্ট স্টেশন। এটি নিচে দিনে ৪৬ হাজার মানুষ আসা-যাওয়া করতে পারবে। দেশের প্রথম আইকনিক রেলস্টেশনটি কক্সবাজারে নির্মাণ করা হয়েছে। ঝিনুকের আদলে তৈরি এই স্টেশনটি পর্যটকদের আকর্ষণের কেন্দ্রবিন্দু হবে বলে আশা করা হচ্ছে। স্টেশনে থাকবে তারকা মানের হোটেল, শপিংমল, রেস্তোরাঁ, শিশুযত্ন কেন্দ্র, লাগেজ রাখার স্থান, পার্কিং সুবিধা ও চলন্ত সিঁড়ি। প্রকল্প পরিচালক বলেন, আগামী সেপ্টেম্বরের মধ্যে পরীক্ষামূলকভাবে ট্রেন চালানোর পরিকল্পনা রয়েছে। স্টেশন ভবনটি সম্পূর্ণ পরিবেশবান্ধব করে নির্মাণ করা হয়েছে। দিনের আলো ব্যবহারের জন্য উপরে রয়েছে বিশাল স্টিলের ক্যানোপি। স্টেশনের সামনে রয়েছে ঝিনুক আকৃতির ফোয়ারা, যা দেশি-বিদেশি পর্যটকদের মুগ্ধ করবে। কক্সবাজার রেলপথ চালু হলে দেশের পর্যটন খাতে নতুন দিগন্তের সূচনা হবে বলে বিশেষজ্ঞরা মনে করছেন।: [551, 1685, 982, 1814]
- weather-division: বরিশাল: [1276, 1762, 1335, 1782]
- namaz-time: ৫-২৯: [1396, 1466, 1498, 1488]
- poll-none: [1433, 2003, 1499, 2041]
- port-row-num: ১২: [54, 2041, 80, 2058]
- port-table-row: [54, 1952, 531, 1970]
- weather-temp: ৩২: [1335, 1801, 1376, 1821]
- bank-old-label: পুরাতন ঠিকানা: [57, 1411, 282, 1435]
- weather-box: [1274, 1560, 1499, 1835]
- port-row-num: ২: [54, 1835, 80, 1852]
- port-table-row: [54, 1988, 531, 2005]
- port-logo: [57, 1703, 125, 1772]
- port-row-label: সংস্থার নাম: [80, 1817, 236, 1835]
- port-row-num: ৩: [54, 1852, 80, 1870]
- port-row-label: দরপত্র দাখিলের স্থান: [80, 2023, 236, 2041]
- bank-ad-line1: আরও উন্নত ও আধুনিক সেবা প্রদানের লক্ষ্যে: [193, 1352, 387, 1364]
